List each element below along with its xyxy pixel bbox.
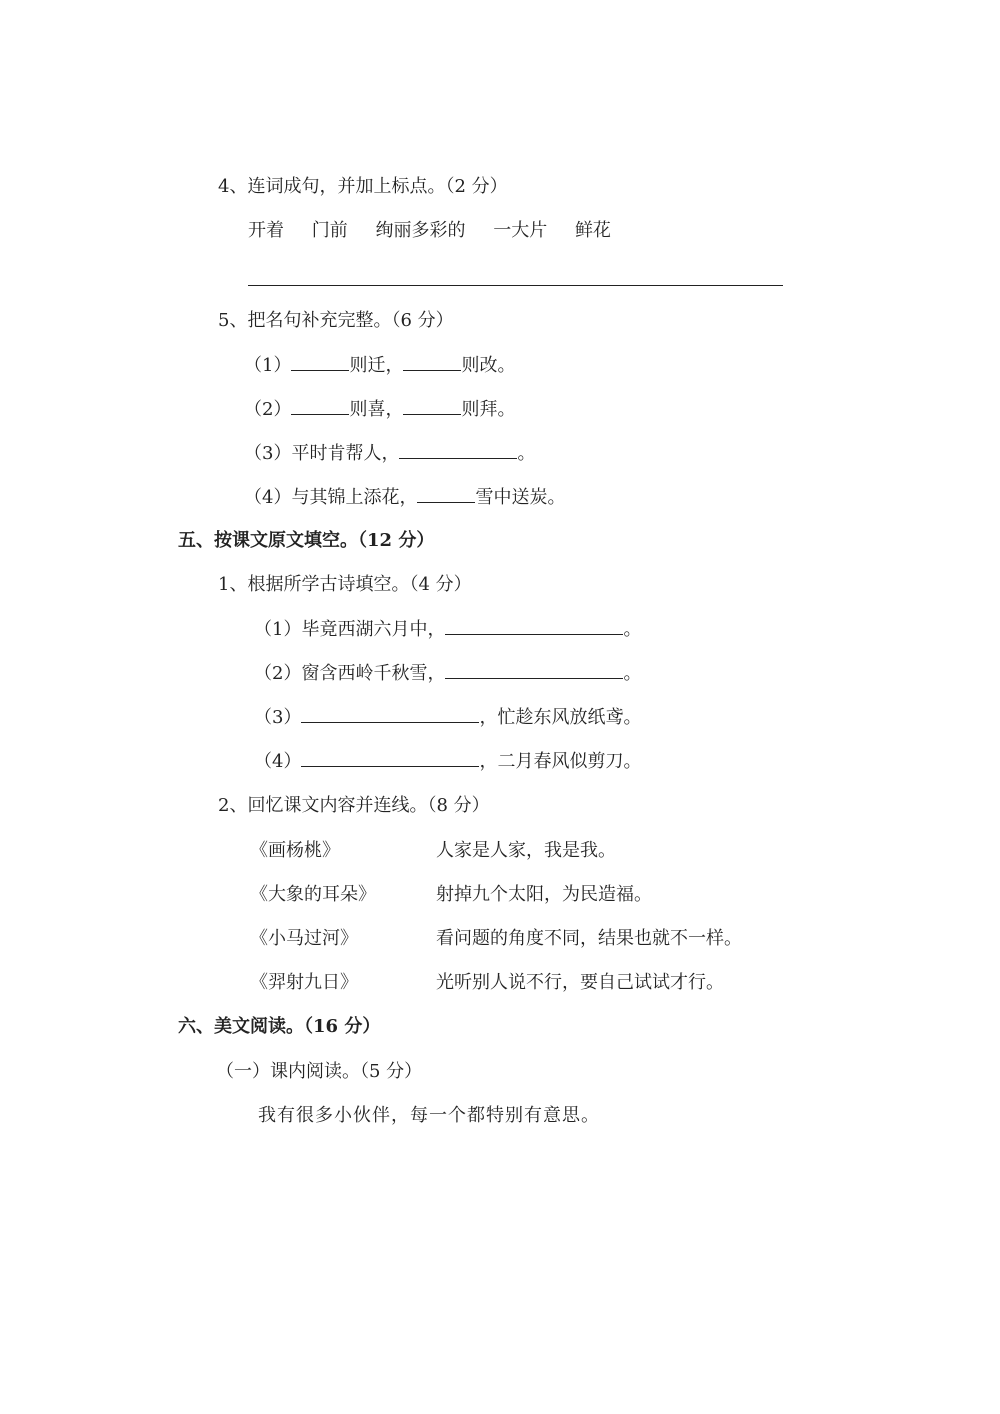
match-left-2[interactable]: 《大象的耳朵》 (250, 884, 376, 905)
item-number: （3） (244, 443, 292, 464)
q5-item-2 (244, 396, 515, 423)
match-right-4[interactable]: 光听别人说不行，要自己试试才行。 (436, 972, 724, 993)
item-text: 雪中送炭。 (475, 487, 566, 508)
item-text: 平时肯帮人， (291, 443, 400, 464)
fill-blank[interactable] (403, 396, 461, 415)
poem-line-4 (254, 748, 641, 775)
match-right-1[interactable]: 人家是人家，我是我。 (436, 840, 616, 861)
q5-item-1 (244, 352, 515, 379)
poem-text: ，二月春风似剪刀。 (479, 751, 642, 772)
poem-text: 。 (623, 619, 642, 640)
item-text: 则喜， (349, 399, 404, 420)
q4-word: 开着 (248, 220, 284, 241)
poem-text: ，忙趁东风放纸鸢。 (479, 707, 642, 728)
poem-text: 窗含西岭千秋雪， (301, 663, 446, 684)
fill-blank[interactable] (291, 352, 349, 371)
match-right-3[interactable]: 看问题的角度不同，结果也就不一样。 (436, 928, 742, 949)
q4-word-list (248, 218, 633, 244)
q5-title: 5、把名句补充完整。（6 分） (218, 310, 454, 331)
match-right-2[interactable]: 射掉九个太阳，为民造福。 (436, 884, 652, 905)
item-text: 则改。 (461, 355, 516, 376)
item-text: 则迁， (349, 355, 404, 376)
q4-word: 绚丽多彩的 (375, 220, 466, 241)
match-left-3[interactable]: 《小马过河》 (250, 928, 358, 949)
q5-item-3 (244, 440, 535, 467)
fill-blank[interactable] (403, 352, 461, 371)
item-text: 与其锦上添花， (291, 487, 418, 508)
fill-blank[interactable] (445, 660, 623, 679)
item-number: （4） (254, 751, 302, 772)
fill-blank[interactable] (291, 396, 349, 415)
poem-line-3 (254, 704, 641, 731)
s5-q2-title: 2、回忆课文内容并连线。（8 分） (218, 795, 490, 816)
item-number: （1） (254, 619, 302, 640)
reading-passage: 我有很多小伙伴，每一个都特别有意思。 (258, 1105, 600, 1126)
fill-blank[interactable] (301, 704, 479, 723)
s5-q1-title: 1、根据所学古诗填空。（4 分） (218, 574, 472, 595)
q5-item-4 (244, 484, 565, 511)
item-number: （2） (254, 663, 302, 684)
q4-word: 门前 (311, 220, 348, 241)
q4-word: 一大片 (493, 220, 548, 241)
item-number: （1） (244, 355, 292, 376)
fill-blank[interactable] (301, 748, 479, 767)
item-number: （3） (254, 707, 302, 728)
poem-line-2 (254, 660, 641, 687)
item-text: 则拜。 (461, 399, 516, 420)
q4-answer-line[interactable] (248, 285, 783, 286)
item-number: （2） (244, 399, 292, 420)
fill-blank[interactable] (445, 616, 623, 635)
poem-line-1 (254, 616, 641, 643)
q4-word: 鲜花 (574, 220, 611, 241)
section-6-title: 六、美文阅读。（16 分） (178, 1016, 381, 1037)
fill-blank[interactable] (399, 440, 517, 459)
q4-title: 4、连词成句，并加上标点。（2 分） (218, 176, 508, 197)
item-text: 。 (517, 443, 536, 464)
match-left-4[interactable]: 《羿射九日》 (250, 972, 358, 993)
poem-text: 毕竟西湖六月中， (301, 619, 446, 640)
fill-blank[interactable] (417, 484, 475, 503)
match-left-1[interactable]: 《画杨桃》 (250, 840, 340, 861)
poem-text: 。 (623, 663, 642, 684)
section-5-title: 五、按课文原文填空。（12 分） (178, 530, 435, 551)
item-number: （4） (244, 487, 292, 508)
s6-subsection-title: （一）课内阅读。（5 分） (216, 1061, 423, 1082)
